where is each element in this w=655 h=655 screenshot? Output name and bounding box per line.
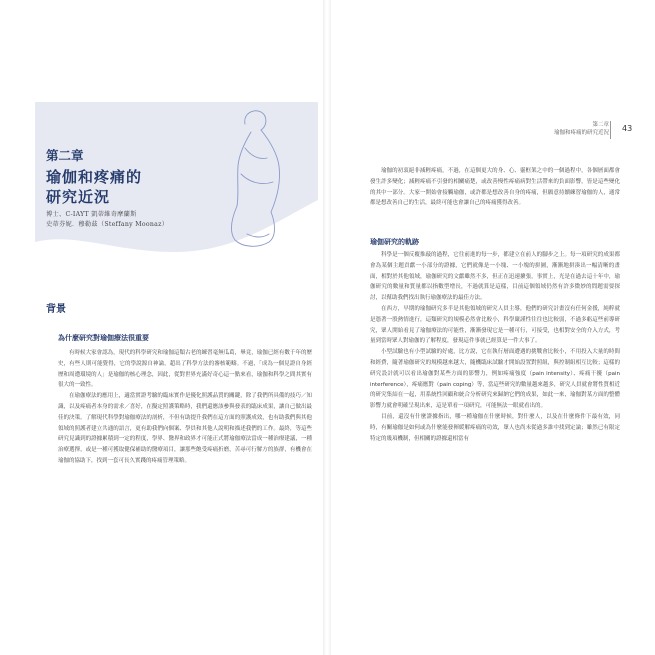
page-number: 43 [622,124,633,133]
right-intro-text [370,166,620,209]
author-line-1: 博士、C-IAYT 凱蒂維奇摩蘭斯 [46,211,137,218]
section-heading-background: 背景 [46,304,66,315]
running-head [554,121,609,137]
running-head-rule [610,121,611,139]
running-head-title: 瑜伽和疼痛的研究近況 [553,130,609,136]
chapter-title-line-1: 瑜伽和疼痛的 [46,168,143,186]
left-paragraph-2: 在瑜伽療法的應用上，適當實證考驗的臨床實作是優化照護品質的關鍵，除了我們所具備的技巧／知識，以及疼痛者本身的需求／喜好，在擬定照護策略時，我們還應該參與發表的臨床成果，讓自己做出最佳的決策。了解現代科學對瑜伽療法的剖析，不但有助提升我們在這方面的照護成效，也有助我們與其他領域的照護者建立共通的語言，更有助我們向個案、學員和其他人說明和描述我們的工作。最終，等這些研究見識到的證據累積到一定的程度，學界、醫界和政界才可能正式將瑜伽療法當成一種治療建議，一種治療選擇，或是一種可獲取健保補助的醫療項目，讓那些飽受疼痛折磨，苦尋可行解方的族群，有機會在瑜伽的協助下，找到一套可長久實踐的疼痛管理策略。 [58,393,312,464]
chapter-title-line-2: 研究近況 [46,188,111,206]
subheading-research-trajectory: 瑜伽研究的軌跡 [370,238,419,246]
left-body-text [58,348,312,467]
left-paragraph-1: 有時候大家會認為，現代的科學研究和瑜伽這類古老的練習毫無瓜葛，畢竟，瑜伽已經有數千年的歷史，有些人則可能覺得，它的學說源自神論，超出了科學方法的審核範疇。不過，「成為一個見證自身經歷和周遭環境的人」是瑜伽的核心理念，因此，從對世界充滿好奇心這一點來看，瑜伽和科學之間其實有很大的一致性。 [58,350,312,389]
chapter-authors [46,210,168,230]
right-paragraph-4: 目前，還沒有什麼證據指出，哪一種瑜伽在什麼時候，對什麼人，以及在什麼條件下最有效，同時，有關瑜伽是如何或為什麼能發揮緩解疼痛的功效，眾人也尚未從過多誰中找到定論；雖然已有限定特定的幾項機制，但相關的證據還相當有 [370,413,620,442]
right-intro-paragraph: 瑜伽的初衷絕非減輕疼痛，不過，在這個更大的身、心、靈框架之中的一個過程中，各個層面都會發生許多變化；減輕疼痛不引發的相關痛楚，或改善慢性疼痛病對生活帶來的負面影響，皆是這些變化的其中一部分。大家一開始會接觸瑜伽，或許都是想改善自身的疼痛，但願意持續練習瑜伽的人，通常都是想改善自己的生活，最終可能也會讓自己的疼痛獲得改善。 [370,168,620,207]
author-line-2: 史蒂芬妮．穆勒茲（Steffany Moonaz） [46,221,169,228]
running-head-chapter: 第二章 [592,122,609,128]
seated-figure-illustration [205,102,305,252]
subheading-why-research: 為什麼研究對瑜伽療法很重要 [58,334,149,342]
right-body-text [370,250,620,444]
right-paragraph-3: 小型試驗也有小型試驗的好處，比方說，它在執行層面遭遇的挑戰會比較小，不用投入大量的時間和經費，隨著瑜伽研究的規模越來越大，隨機臨床試驗才開始設置對照組，與控制組相互比較；這樣的研究設計就可以看出瑜伽對某些方面的影響力，例如疼痛強度（pain intensity）、疼痛干擾（pain interference），疼痛應對（pain coping）等，當這些研究的數量越來越多，研究人員就會將性質相近的研究集結在一起，用系統性回顧和統合分析研究來歸納它們的成果，如此一來，瑜伽對某方面的整體影響力就會明確呈現出來，這是單看一項研究，可能無法一眼就看出的。 [370,349,620,410]
chapter-title [46,167,142,207]
chapter-label: 第二章 [46,148,84,163]
left-page [0,0,326,655]
right-paragraph-1: 科學是一個反覆推敲的過程，它往前進的每一步，都建立在前人的腳步之上。每一項研究的成果都會為某個主題貢獻一小部分的證據，它們就像是一小塊、一小塊的拼圖，漸漸地拼湊出一幅清晰的畫面，相對於其他領域，瑜伽研究的文獻雖然不多，但正在迅速擴張，事實上，光是在過去這十年中，瑜伽研究的數量和質量都以指數型增長，不過就算是這樣，目前這個領域仍然有許多微妙的問題需要探討，以幫助我們找出執行瑜伽療法的最佳方法。 [370,252,620,302]
right-paragraph-2: 在西方，早期的瑜伽研究多半是其他領域的研究人員主導，他們的研究計畫沒有任何金援，純粹就是憑著一股熱情進行，這類研究的規模必然會比較小，科學嚴謹性往往也比較弱，不過多虧這些前導研究，眾人開始看見了瑜伽療法的可能性，漸漸發現它是一種可行，可接受，也相對安全的介入方式，考量到當時眾人對瑜伽的了解程度，發現這件事就已經算是一件大事了。 [370,305,620,345]
